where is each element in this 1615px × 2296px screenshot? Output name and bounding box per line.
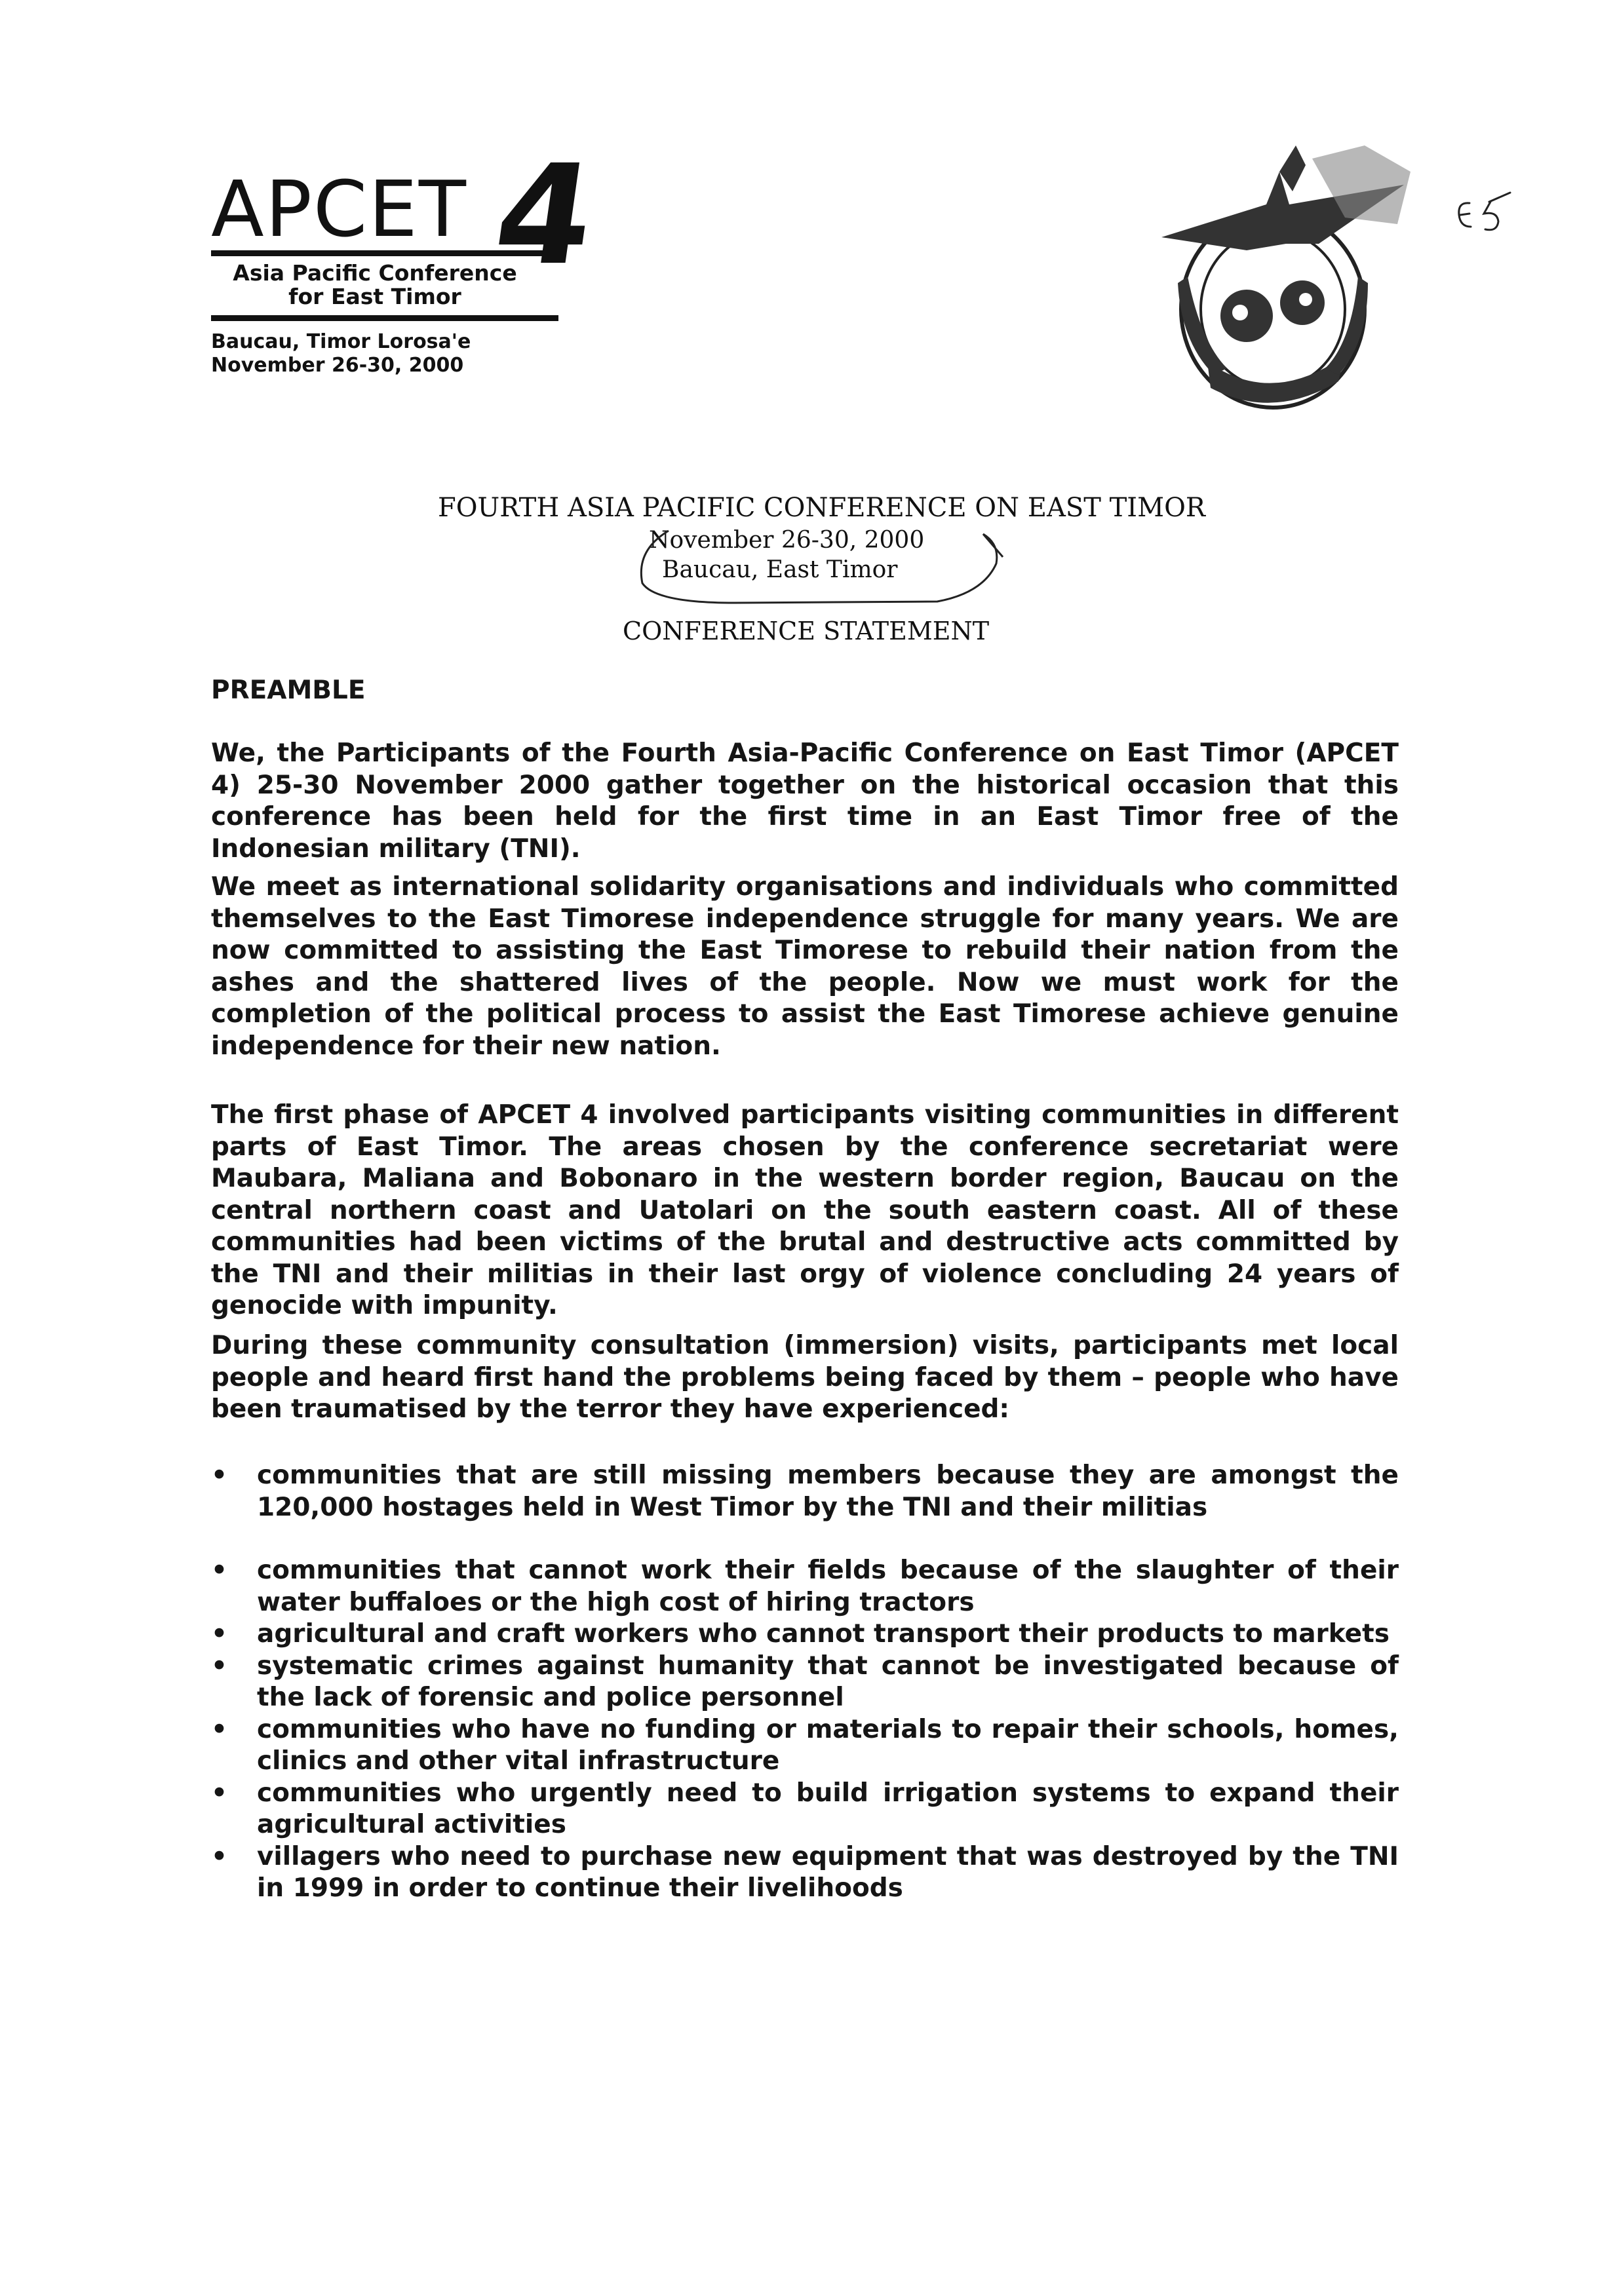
preamble-paragraph-2 (211, 871, 1399, 1062)
logo-subtitle-line1: Asia Pacific Conference (233, 260, 517, 286)
bullet-icon: • (211, 1619, 227, 1649)
list-item (211, 1651, 1399, 1714)
preamble-paragraph-3 (211, 1100, 1399, 1322)
list-item (211, 1618, 1399, 1651)
logo-dates: November 26-30, 2000 (211, 354, 464, 377)
problem-list (211, 1460, 1399, 1905)
hand-drawn-circle-icon (629, 518, 1036, 609)
preamble-paragraph-4 (211, 1330, 1399, 1426)
list-item (211, 1841, 1399, 1905)
list-item (211, 1460, 1399, 1523)
list-item-text: systematic crimes against humanity that cannot be investigated because of the lack of forensic and police personnel (257, 1651, 1399, 1712)
list-item (211, 1778, 1399, 1841)
list-item (211, 1714, 1399, 1778)
bullet-icon: • (211, 1556, 227, 1585)
conference-statement-title: CONFERENCE STATEMENT (623, 617, 990, 645)
list-item-text: communities who urgently need to build irrigation systems to expand their agricultural activities (257, 1778, 1399, 1839)
list-item (211, 1555, 1399, 1618)
logo-subtitle-line2: for East Timor (288, 284, 461, 309)
paragraph-text: We meet as international solidarity organisations and individuals who committed themselves to the East Timorese independence struggle for many years. We are now committed to assisting the East Timorese to rebuild their nation from the ashes and the shattered lives of the people. Now we must work for the completion of the political process to assist the East Timorese achieve genuine independence for their new nation. (211, 872, 1399, 1061)
apcet4-logo (211, 135, 606, 377)
conference-place: Baucau, East Timor (662, 556, 898, 583)
list-item-text: agricultural and craft workers who cannot transport their products to markets (257, 1619, 1390, 1649)
conference-title: FOURTH ASIA PACIFIC CONFERENCE ON EAST TIMOR (438, 493, 1205, 523)
bullet-icon: • (211, 1461, 227, 1490)
list-item-text: villagers who need to purchase new equipment that was destroyed by the TNI in 1999 in order to continue their livelihoods (257, 1841, 1399, 1903)
preamble-label: PREAMBLE (211, 676, 366, 705)
bullet-icon: • (211, 1778, 227, 1808)
list-item-text: communities that are still missing members because they are amongst the 120,000 hostages held in West Timor by the TNI and their militias (257, 1461, 1399, 1522)
bullet-icon: • (211, 1841, 227, 1871)
bullet-icon: • (211, 1651, 227, 1681)
logo-word: APCET (211, 164, 467, 254)
conference-date: November 26-30, 2000 (649, 527, 925, 554)
list-item-text: communities who have no funding or materials to repair their schools, homes, clinics and other vital infrastructure (257, 1714, 1399, 1776)
logo-place: Baucau, Timor Lorosa'e (211, 330, 471, 353)
preamble-paragraph-1 (211, 738, 1399, 865)
logo-number: 4 (485, 135, 606, 296)
logo-rule-bottom (211, 315, 558, 321)
bird-emblem-icon (1148, 145, 1411, 421)
paragraph-text: The first phase of APCET 4 involved participants visiting communities in different parts of East Timor. The areas chosen by the conference secretariat were Maubara, Maliana and Bobonaro in the western border region, Baucau on the central northern coast and Uatolari on the south eastern coast. All of these communities had been victims of the brutal and destructive acts committed by the TNI and their militias in their last orgy of violence concluding 24 years of genocide with impunity. (211, 1100, 1399, 1320)
list-item-text: communities that cannot work their fields because of the slaughter of their water buffaloes or the high cost of hiring tractors (257, 1556, 1399, 1617)
paragraph-text: During these community consultation (immersion) visits, participants met local people and heard first hand the problems being faced by them – people who have been traumatised by the terror they have experienced: (211, 1331, 1399, 1424)
bullet-icon: • (211, 1714, 227, 1744)
paragraph-text: We, the Participants of the Fourth Asia-Pacific Conference on East Timor (APCET 4) 25-30 November 2000 gather together on the historical occasion that this conference has been held for the first time in an East Timor free of the Indonesian military (TNI). (211, 738, 1399, 864)
handwritten-mark-icon (1451, 189, 1523, 241)
